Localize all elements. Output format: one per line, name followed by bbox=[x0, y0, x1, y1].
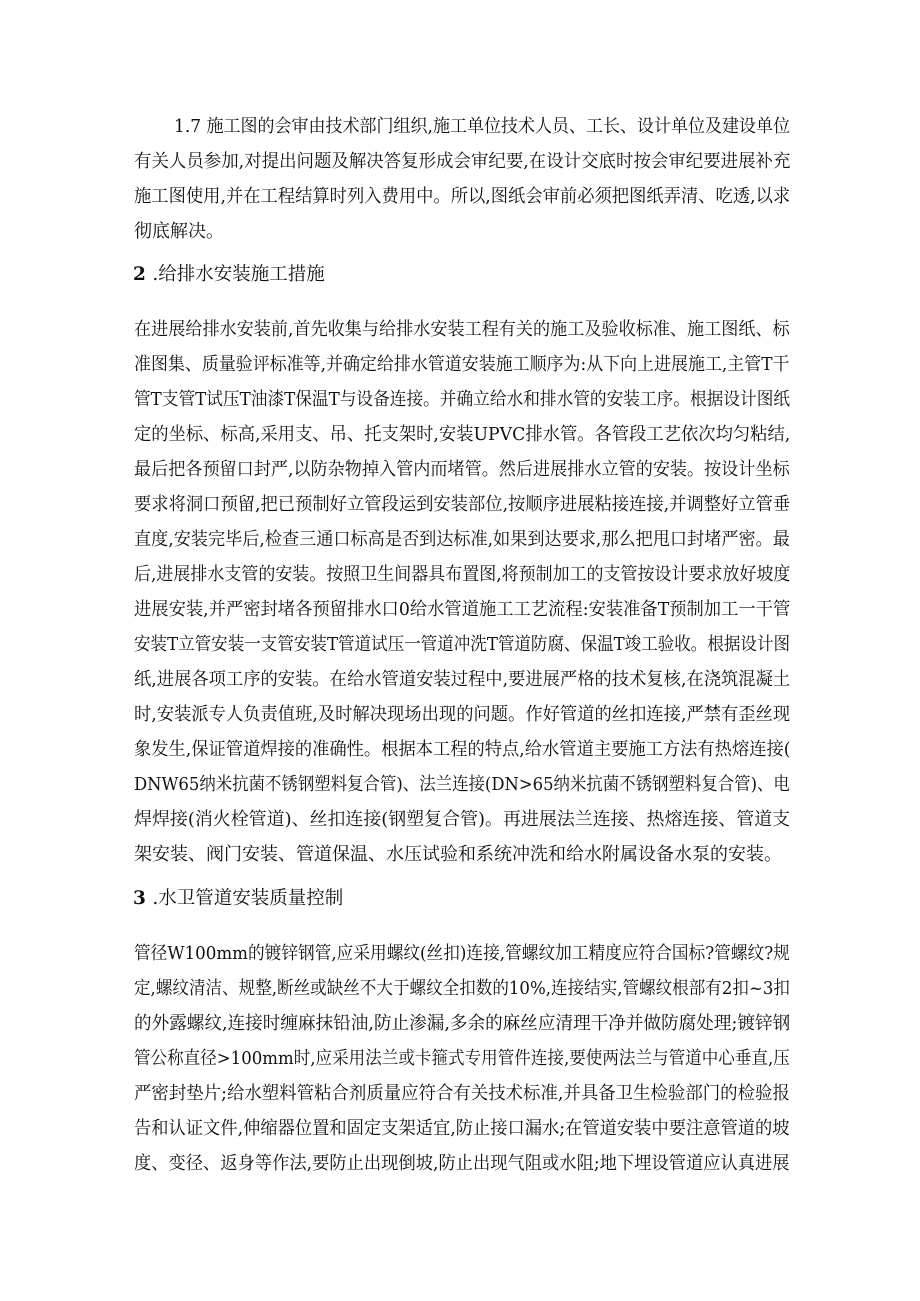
section-title: .给排水安装施工措施 bbox=[152, 264, 325, 285]
paragraph-line: 定,螺纹清洁、规整,断丝或缺丝不大于螺纹全扣数的10%,连接结实,管螺纹根部有2扣~3扣 bbox=[134, 978, 790, 999]
paragraph-line: 管径W100mm的镀锌钢管,应采用螺纹(丝扣)连接,管螺纹加工精度应符合国标?管螺纹?规 bbox=[134, 943, 790, 964]
paragraph-line: DNW65纳米抗菌不锈钢塑料复合管)、法兰连接(DN>65纳米抗菌不锈钢塑料复合管)、电 bbox=[134, 774, 790, 795]
paragraph-line: 在进展给排水安装前,首先收集与给排水安装工程有关的施工及验收标准、施工图纸、标 bbox=[134, 319, 790, 340]
paragraph-line: 准图集、质量验评标准等,并确定给排水管道安装施工顺序为:从下向上进展施工,主管T干 bbox=[134, 354, 790, 375]
section-number: 2 bbox=[133, 264, 146, 285]
paragraph-line: 1.7 施工图的会审由技术部门组织,施工单位技术人员、工长、设计单位及建设单位 bbox=[174, 116, 791, 137]
section-heading bbox=[133, 263, 325, 287]
paragraph-line: 告和认证文件,伸缩器位置和固定支架适宜,防止接口漏水;在管道安装中要注意管道的坡 bbox=[134, 1118, 790, 1139]
paragraph-line: 直度,安装完毕后,检查三通口标高是否到达标准,如果到达要求,那么把甩口封堵严密。最 bbox=[134, 529, 790, 550]
paragraph-line: 安装T立管安装一支管安装T管道试压一管道冲洗T管道防腐、保温T竣工验收。根据设计图 bbox=[134, 634, 791, 655]
section-number: 3 bbox=[133, 888, 146, 909]
paragraph-line: 焊焊接(消火栓管道)、丝扣连接(钢塑复合管)。再进展法兰连接、热熔连接、管道支 bbox=[134, 809, 791, 830]
paragraph-line: 纸,进展各项工序的安装。在给水管道安装过程中,要进展严格的技术复核,在浇筑混凝土 bbox=[134, 669, 791, 690]
paragraph-line: 要求将洞口预留,把已预制好立管段运到安装部位,按顺序进展粘接连接,并调整好立管垂 bbox=[134, 494, 791, 515]
paragraph-line: 最后把各预留口封严,以防杂物掉入管内而堵管。然后进展排水立管的安装。按设计坐标 bbox=[134, 459, 790, 480]
section-title: .水卫管道安装质量控制 bbox=[152, 888, 344, 909]
paragraph-line: 进展安装,并严密封堵各预留排水口0给水管道施工工艺流程:安装准备T预制加工一干管 bbox=[134, 599, 791, 620]
paragraph-line: 管公称直径>100mm时,应采用法兰或卡箍式专用管件连接,要使两法兰与管道中心垂直,压 bbox=[134, 1048, 790, 1069]
paragraph-line: 架安装、阀门安装、管道保温、水压试验和系统冲洗和给水附属设备水泵的安装。 bbox=[134, 844, 782, 865]
paragraph-line: 施工图使用,并在工程结算时列入费用中。所以,图纸会审前必须把图纸弄清、吃透,以求 bbox=[134, 186, 791, 207]
paragraph-line: 时,安装派专人负责值班,及时解决现场出现的问题。作好管道的丝扣连接,严禁有歪丝现 bbox=[134, 704, 791, 725]
paragraph-line: 有关人员参加,对提出问题及解决答复形成会审纪要,在设计交底时按会审纪要进展补充 bbox=[134, 151, 791, 172]
paragraph-line: 定的坐标、标高,采用支、吊、托支架时,安装UPVC排水管。各管段工艺依次均匀粘结, bbox=[134, 424, 791, 445]
paragraph-line: 彻底解决。 bbox=[134, 221, 224, 242]
paragraph-line: 的外露螺纹,连接时缠麻抹铅油,防止渗漏,多余的麻丝应清理干净并做防腐处理;镀锌钢 bbox=[134, 1013, 791, 1034]
paragraph-line: 象发生,保证管道焊接的准确性。根据本工程的特点,给水管道主要施工方法有热熔连接( bbox=[134, 739, 791, 760]
section-heading bbox=[133, 887, 343, 911]
paragraph-line: 度、变径、返身等作法,要防止出现倒坡,防止出现气阻或水阻;地下埋设管道应认真进展 bbox=[134, 1153, 790, 1174]
paragraph-line: 管T支管T试压T油漆T保温T与设备连接。并确立给水和排水管的安装工序。根据设计图纸 bbox=[134, 389, 791, 410]
paragraph-line: 严密封垫片;给水塑料管粘合剂质量应符合有关技术标准,并具备卫生检验部门的检验报 bbox=[134, 1083, 790, 1104]
paragraph-line: 后,进展排水支管的安装。按照卫生间器具布置图,将预制加工的支管按设计要求放好坡度 bbox=[134, 564, 791, 585]
